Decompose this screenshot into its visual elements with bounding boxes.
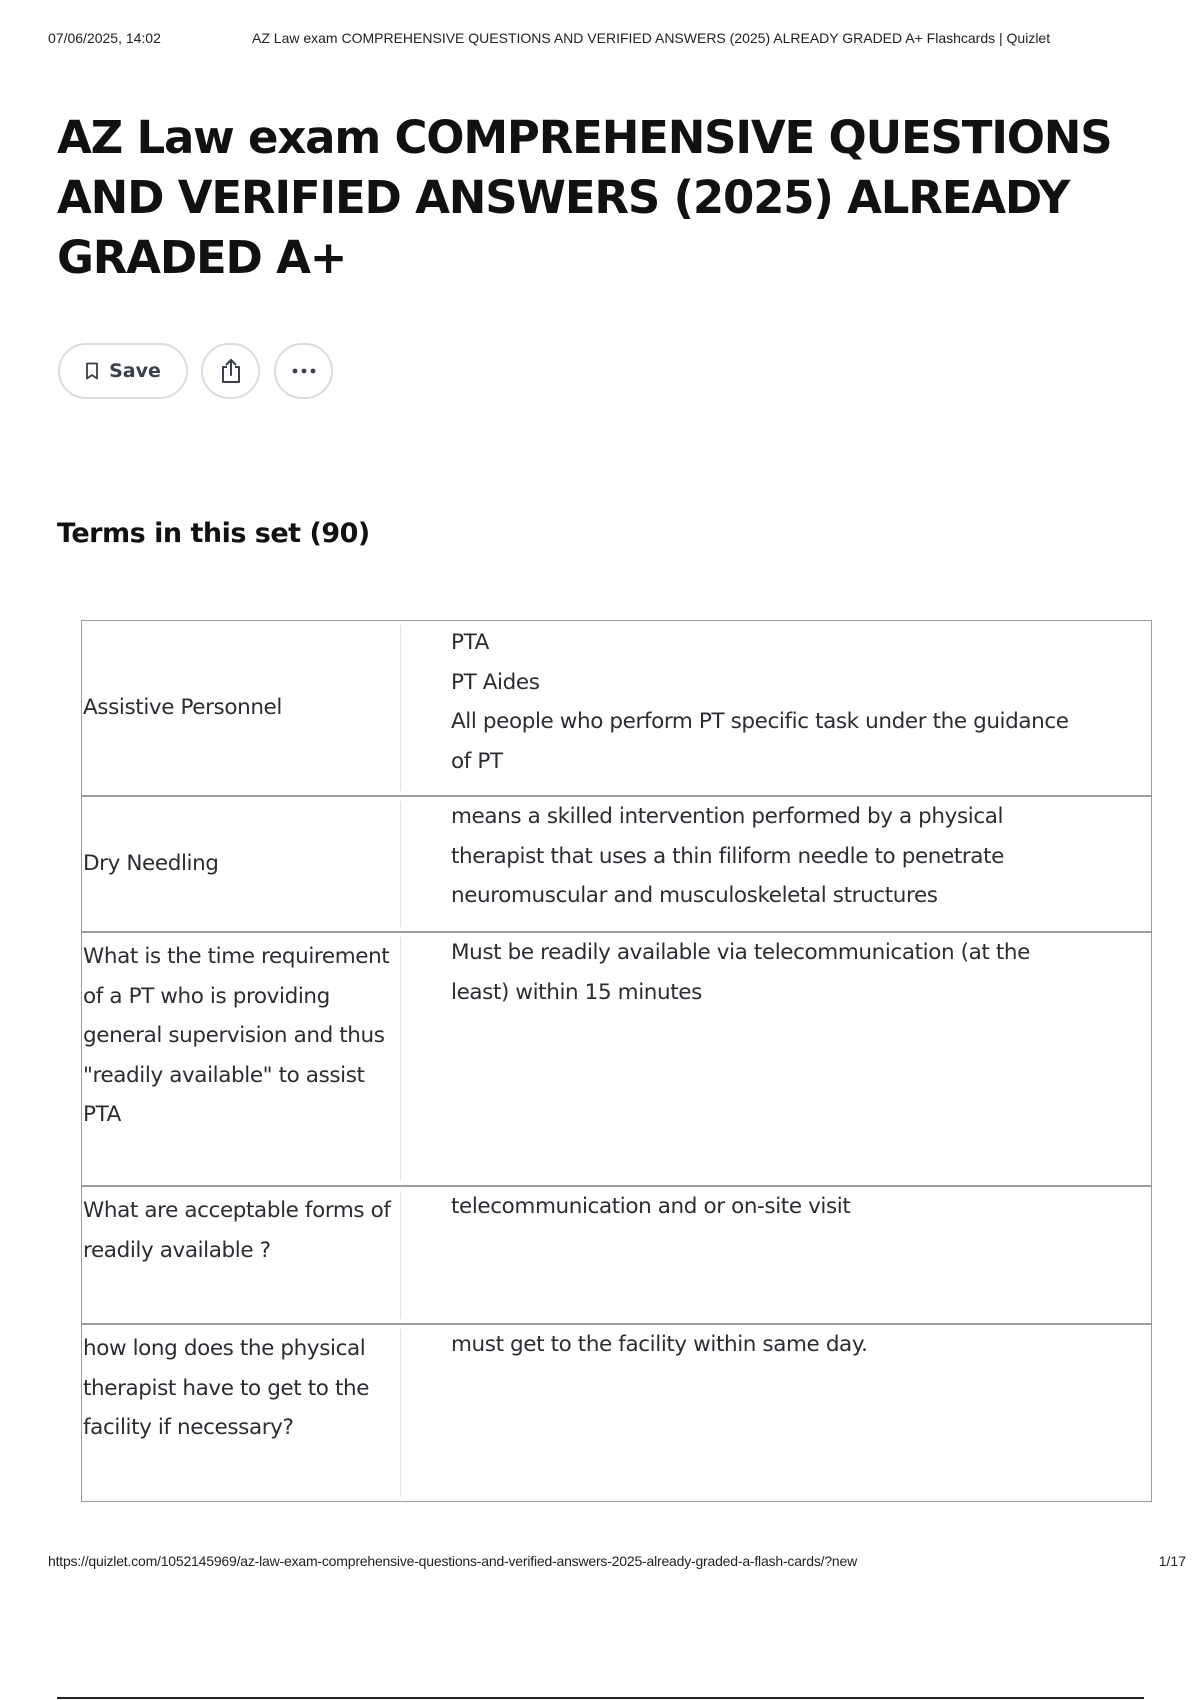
- more-icon: [291, 368, 317, 374]
- definition-text: [401, 797, 1151, 931]
- print-url: https://quizlet.com/1052145969/az-law-exam-comprehensive-questions-and-verified-answers-2025-already-graded-a-flash-cards/?new: [48, 1553, 857, 1569]
- definition-line: PTA: [451, 630, 489, 655]
- term-row: [82, 933, 1151, 1187]
- share-icon: [219, 358, 243, 384]
- term-row: [82, 1187, 1151, 1325]
- page-number: 1/17: [1158, 1553, 1186, 1569]
- definition-text: [401, 1325, 1151, 1501]
- definition-text: [401, 1187, 1151, 1323]
- definition-text: [401, 933, 1151, 1185]
- term-text: Assistive Personnel: [82, 625, 401, 791]
- definition-line: PT Aides: [451, 669, 540, 695]
- definition-line: All people who perform PT specific task under the guidance of PT: [451, 709, 1069, 774]
- save-button[interactable]: [58, 343, 188, 399]
- definition-line: Must be readily available via telecommunication (at the least) within 15 minutes: [451, 940, 1030, 1005]
- term-text: What are acceptable forms of readily available ?: [82, 1191, 401, 1319]
- term-text: What is the time requirement of a PT who is providing general supervision and thus "readily available" to assist PTA: [82, 937, 401, 1181]
- definition-line: means a skilled intervention performed by a physical therapist that uses a thin filiform needle to penetrate neuromuscular and musculoskeletal structures: [451, 804, 1004, 908]
- definition-line: must get to the facility within same day.: [451, 1332, 868, 1357]
- term-row: [82, 621, 1151, 797]
- share-button[interactable]: [201, 343, 260, 399]
- more-options-button[interactable]: [274, 343, 333, 399]
- term-row: [82, 797, 1151, 933]
- save-button-label: Save: [109, 360, 161, 382]
- terms-heading: Terms in this set (90): [57, 518, 370, 549]
- print-datetime: 07/06/2025, 14:02: [48, 30, 161, 46]
- definition-text: [401, 621, 1151, 795]
- terms-table: [81, 620, 1152, 1502]
- print-document-title: AZ Law exam COMPREHENSIVE QUESTIONS AND VERIFIED ANSWERS (2025) ALREADY GRADED A+ Flashcards | Quizlet: [252, 30, 1051, 46]
- definition-line: telecommunication and or on-site visit: [451, 1194, 851, 1219]
- term-text: Dry Needling: [82, 801, 401, 927]
- term-row: [82, 1325, 1151, 1501]
- page-divider: [57, 1697, 1144, 1699]
- term-text: how long does the physical therapist have to get to the facility if necessary?: [82, 1329, 401, 1497]
- bookmark-icon: [85, 362, 99, 380]
- page-title: AZ Law exam COMPREHENSIVE QUESTIONS AND VERIFIED ANSWERS (2025) ALREADY GRADED A+: [57, 111, 1112, 284]
